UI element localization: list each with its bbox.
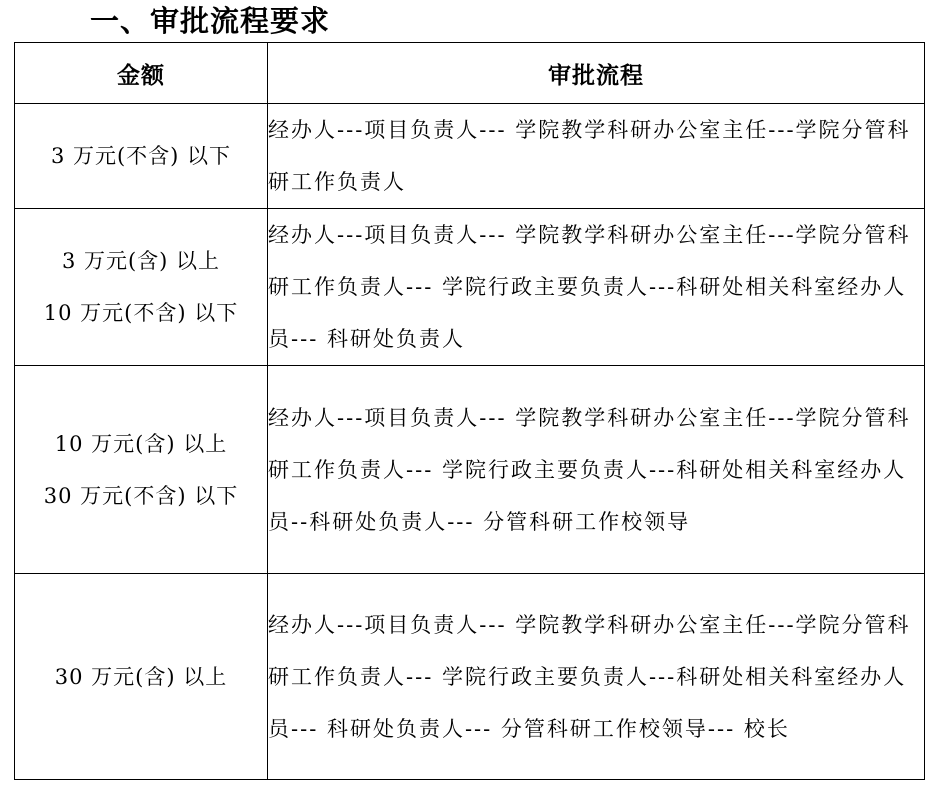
amount-text: 3 万元(不含) 以下 — [50, 144, 232, 168]
amount-text: 30 万元(不含) 以下 — [43, 483, 239, 508]
table-row — [15, 574, 925, 780]
amount-cell — [15, 574, 268, 780]
flow-cell: 经办人---项目负责人--- 学院教学科研办公室主任---学院分管科研工作负责人--- 学院行政主要负责人---科研处相关科室经办人员--科研处负责人--- 分管科研工作校领导 — [268, 366, 925, 574]
approval-table — [14, 42, 925, 780]
section-heading: 一、审批流程要求 — [90, 4, 331, 38]
column-header-amount: 金额 — [15, 43, 268, 104]
table-row — [15, 366, 925, 574]
table-header-row — [15, 43, 925, 104]
amount-text: 30 万元(含) 以上 — [54, 664, 228, 689]
amount-cell — [15, 366, 268, 574]
table-row — [15, 104, 925, 209]
amount-text: 3 万元(含) 以上 — [61, 249, 221, 273]
amount-text: 10 万元(不含) 以下 — [43, 301, 239, 325]
flow-cell: 经办人---项目负责人--- 学院教学科研办公室主任---学院分管科研工作负责人 — [268, 104, 925, 209]
flow-cell: 经办人---项目负责人--- 学院教学科研办公室主任---学院分管科研工作负责人--- 学院行政主要负责人---科研处相关科室经办人员--- 科研处负责人 — [268, 209, 925, 366]
flow-cell: 经办人---项目负责人--- 学院教学科研办公室主任---学院分管科研工作负责人--- 学院行政主要负责人---科研处相关科室经办人员--- 科研处负责人--- 分管科研工作校领导--- 校长 — [268, 574, 925, 780]
amount-cell — [15, 104, 268, 209]
amount-cell — [15, 209, 268, 366]
table-row — [15, 209, 925, 366]
column-header-flow: 审批流程 — [268, 43, 925, 104]
amount-text: 10 万元(含) 以上 — [54, 431, 228, 456]
